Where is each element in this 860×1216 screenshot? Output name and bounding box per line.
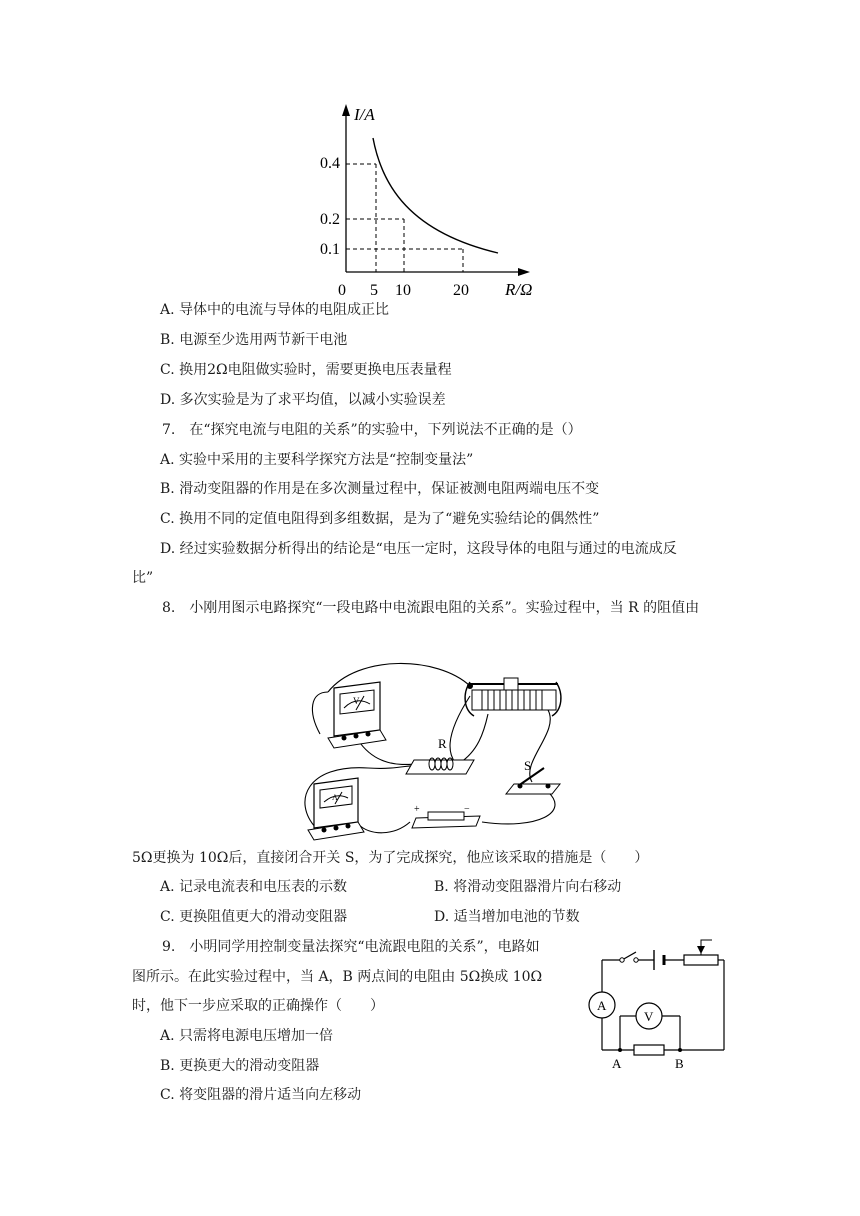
- q8-stem-continued: 5Ω更换为 10Ω后，直接闭合开关 S，为了完成探究，他应该采取的措施是（ ）: [132, 850, 649, 866]
- switch-label: S: [524, 758, 532, 773]
- q6-option-b: B. 电源至少选用两节新干电池: [160, 332, 348, 348]
- switch-contact-icon: [620, 958, 624, 962]
- q7-option-c: C. 换用不同的定值电阻得到多组数据，是为了“避免实验结论的偶然性”: [160, 511, 600, 527]
- y-tick: 0.4: [320, 155, 340, 172]
- resistor-label: R: [438, 736, 447, 751]
- q8-stem: 8. 小刚用图示电路探究“一段电路中电流跟电阻的关系”。实验过程中，当 R 的阻值由: [162, 600, 700, 616]
- q7-option-b: B. 滑动变阻器的作用是在多次测量过程中，保证被测电阻两端电压不变: [160, 481, 600, 497]
- q9-option-b: B. 更换更大的滑动变阻器: [160, 1058, 320, 1074]
- x-tick: 5: [370, 282, 378, 299]
- battery-minus: −: [464, 804, 470, 815]
- switch-contact-icon: [634, 958, 638, 962]
- voltmeter-label: V: [353, 696, 360, 706]
- q9-stem-line-2: 图所示。在此实验过程中，当 A，B 两点间的电阻由 5Ω换成 10Ω: [132, 969, 543, 985]
- rheostat-icon: [684, 955, 718, 965]
- q7-option-d: D. 经过实验数据分析得出的结论是“电压一定时，这段导体的电阻与通过的电流成反: [160, 541, 677, 557]
- x-tick: 0: [338, 282, 346, 299]
- q8-option-b: B. 将滑动变阻器滑片向右移动: [434, 879, 622, 895]
- rheostat-icon: [465, 678, 561, 716]
- q6-option-d: D. 多次实验是为了求平均值，以减小实验误差: [160, 392, 446, 408]
- x-tick: 20: [453, 282, 469, 299]
- q9-stem-line-3: 时，他下一步应采取的正确操作（ ）: [132, 998, 384, 1014]
- point-b-label: B: [675, 1056, 684, 1070]
- resistor-icon: [634, 1045, 664, 1055]
- q7-option-d-continued: 比”: [132, 570, 154, 586]
- q6-option-a: A. 导体中的电流与导体的电阻成正比: [160, 302, 390, 318]
- point-a-label: A: [612, 1056, 622, 1070]
- y-tick: 0.1: [320, 241, 340, 258]
- q6-option-c: C. 换用2Ω电阻做实验时，需要更换电压表量程: [160, 362, 452, 378]
- q8-option-a: A. 记录电流表和电压表的示数: [160, 879, 348, 895]
- y-axis-label: I/A: [354, 105, 375, 124]
- inverse-curve: [373, 138, 498, 253]
- q7-option-a: A. 实验中采用的主要科学探究方法是“控制变量法”: [160, 452, 474, 468]
- q7-stem: 7. 在“探究电流与电阻的关系”的实验中，下列说法不正确的是（）: [162, 422, 582, 438]
- y-tick: 0.2: [320, 211, 340, 228]
- q9-stem-line-1: 9. 小明同学用控制变量法探究“电流跟电阻的关系”，电路如: [162, 939, 540, 955]
- resistor-icon: [406, 736, 474, 774]
- q9-option-c: C. 将变阻器的滑片适当向左移动: [160, 1087, 362, 1103]
- current-resistance-graph: [310, 96, 550, 302]
- ammeter-icon: [308, 778, 364, 840]
- q8-circuit-illustration: [298, 652, 588, 844]
- battery-icon: [412, 804, 480, 828]
- battery-plus: +: [414, 804, 420, 815]
- q8-option-c: C. 更换阻值更大的滑动变阻器: [160, 909, 348, 925]
- voltmeter-label: V: [644, 1009, 654, 1024]
- switch-icon: [506, 758, 560, 794]
- ammeter-label: A: [332, 793, 338, 802]
- x-axis-label: R/Ω: [505, 280, 533, 299]
- x-tick: 10: [395, 282, 411, 299]
- q8-option-d: D. 适当增加电池的节数: [434, 909, 580, 925]
- q9-option-a: A. 只需将电源电压增加一倍: [160, 1028, 334, 1044]
- q9-circuit-diagram: [580, 934, 730, 1070]
- ammeter-label: A: [597, 998, 607, 1013]
- voltmeter-icon: [328, 682, 386, 748]
